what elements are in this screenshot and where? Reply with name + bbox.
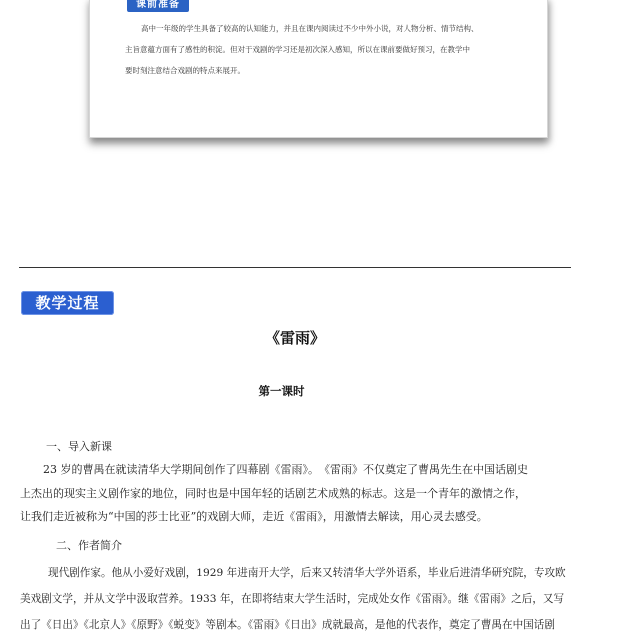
section-heading-intro: 一、导入新课 [46,440,112,453]
author-paragraph-line: 现代剧作家。他从小爱好戏剧，1929 年进南开大学，后来又转清华大学外语系，毕业后进清华研究院，专攻欧 [48,567,566,579]
intro-paragraph-line: 让我们走近被称为“中国的莎士比亚”的戏剧大师，走近《雷雨》，用激情去解读，用心灵去感受。 [20,510,488,523]
lesson-prep-text [125,18,525,81]
lesson-period-heading: 第一课时 [258,384,305,398]
intro-paragraph-line: 23 岁的曹禺在就读清华大学期间创作了四幕剧《雷雨》。 《雷雨》不仅奠定了曹禺先生在中国话剧史 [43,463,528,476]
intro-paragraph-line: 上杰出的现实主义剧作家的地位，同时也是中国年轻的话剧艺术成熟的标志。这是一个青年的激情之作， [20,487,526,500]
prep-line-2: 主旨意蕴方面有了感性的积淀。但对于戏剧的学习还是初次深入感知，所以在课前要做好预习，在教学中 [125,45,470,54]
section-divider [19,267,571,268]
prep-line-1: 高中一年级的学生具备了较高的认知能力，并且在课内阅读过不少中外小说，对人物分析、情节结构、 [141,24,479,33]
play-title: 《雷雨》 [264,329,325,347]
lesson-prep-badge: 课前准备 [127,0,189,12]
prep-line-3: 要时刻注意结合戏剧的特点来展开。 [125,66,245,75]
teaching-process-badge: 教学过程 [21,291,114,315]
author-paragraph-line: 出了《日出》《北京人》《原野》《蜕变》等剧本。《雷雨》《日出》成就最高，是他的代表作，奠定了曹禺在中国话剧 [20,619,555,631]
author-paragraph-line: 美戏剧文学，并从文学中汲取营养。1933 年，在即将结束大学生活时，完成处女作《雷雨》。继《雷雨》之后，又写 [20,593,565,605]
section-heading-author: 二、作者简介 [56,539,122,552]
